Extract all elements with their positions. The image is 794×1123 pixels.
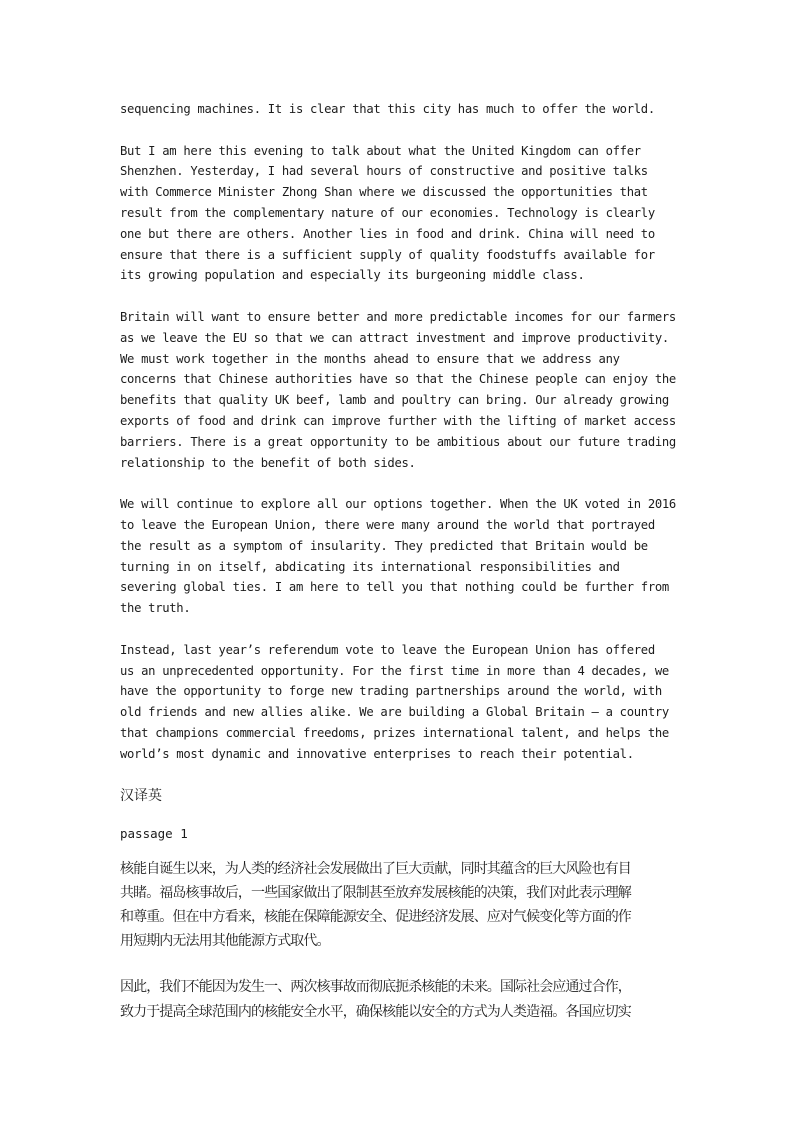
english-paragraph-2: But I am here this evening to talk about what the United Kingdom can offer Shenzhen. Yesterday, I had several hours of constructive and positive talks with Commerce Minister Zhong Shan where we discussed the opportunities that result from the complementary nature of our economies. Technology is clearly one but there are others. Another lies in food and drink. China will need to ensure that there is a sufficient supply of quality foodstuffs available for its growing population and especially its burgeoning middle class. <box>120 143 655 283</box>
passage-label: passage 1 <box>120 825 188 841</box>
english-paragraph-1: sequencing machines. It is clear that this city has much to offer the world. <box>120 102 655 116</box>
english-paragraph-3: Britain will want to ensure better and more predictable incomes for our farmers as we leave the EU so that we can attract investment and improve productivity. We must work together in the months ahead to ensure that we address any concerns that Chinese authorities have so that the Chinese people can enjoy the benefits that quality UK beef, lamb and poultry can bring. Our already growing exports of food and drink can improve further with the lifting of market access barriers. There is a great opportunity to be ambitious about our future trading relationship to the benefit of both sides. <box>120 309 676 470</box>
english-paragraph-5: Instead, last year’s referendum vote to leave the European Union has offered us an unprecedented opportunity. For the first time in more than 4 decades, we have the opportunity to forge new trading partnerships around the world, with old friends and new allies alike. We are building a Global Britain – a country that champions commercial freedoms, prizes international talent, and helps the world’s most dynamic and innovative enterprises to reach their potential. <box>120 642 669 761</box>
chinese-paragraph-2: 因此，我们不能因为发生一、两次核事故而彻底扼杀核能的未来。国际社会应通过合作， 致力于提高全球范围内的核能安全水平，确保核能以安全的方式为人类造福。各国应切实 <box>120 979 631 1020</box>
english-paragraph-4: We will continue to explore all our options together. When the UK voted in 2016 to leave the European Union, there were many around the world that portrayed the result as a symptom of insularity. They predicted that Britain would be turning in on itself, abdicating its international responsibilities and severing global ties. I am here to tell you that nothing could be further from the truth. <box>120 497 676 616</box>
chinese-paragraph-1: 核能自诞生以来，为人类的经济社会发展做出了巨大贡献，同时其蕴含的巨大风险也有目 共睹。福岛核事故后，一些国家做出了限制甚至放弃发展核能的决策，我们对此表示理解 和尊重。但在中方看来，核能在保障能源安全、促进经济发展、应对气候变化等方面的作 用短期内无法用其他能源方式取代。 <box>120 860 631 950</box>
document-body <box>120 99 680 1024</box>
section-heading: 汉译英 <box>120 787 162 804</box>
